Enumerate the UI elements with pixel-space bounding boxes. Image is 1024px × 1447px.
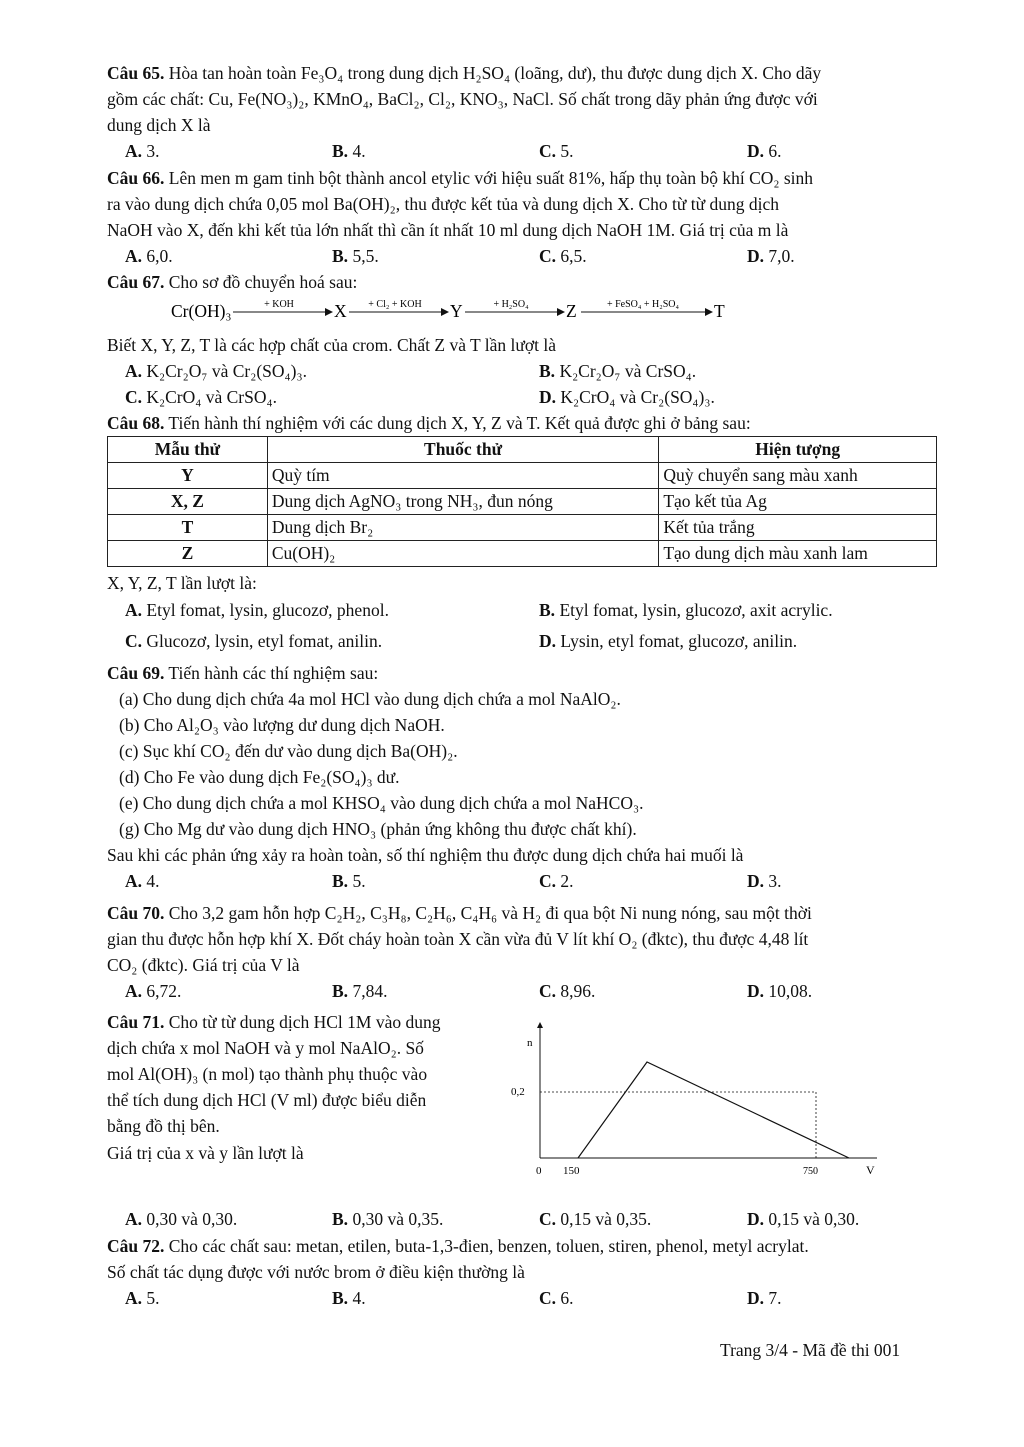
q66-line3: NaOH vào X, đến khi kết tủa lớn nhất thì cần ít nhất 10 ml dung dịch NaOH 1M. Giá trị của m là [107,220,789,240]
q65-line3: dung dịch X là [107,115,211,135]
q67-line2: Biết X, Y, Z, T là các hợp chất của crom. Chất Z và T lần lượt là [107,335,557,355]
graph-y-label: n [527,1037,533,1049]
table-cell: Quỳ chuyển sang màu xanh [659,463,937,489]
q69-item-g: (g) Cho Mg dư vào dung dịch HNO₃ (phản ứng không thu được chất khí). [119,819,637,839]
q65-option-b: B. 4. [332,141,366,161]
q72-line2: Số chất tác dụng được với nước brom ở điều kiện thường là [107,1262,525,1282]
q71-line3: mol Al(OH)₃ (n mol) tạo thành phụ thuộc vào [107,1064,428,1084]
scheme-start: Cr(OH)₃ [171,301,232,321]
q65-line2: gồm các chất: Cu, Fe(NO₃)₂, KMnO₄, BaCl₂, Cl₂, KNO₃, NaCl. Số chất trong dãy phản ứng được với [107,89,818,109]
q68-option-b: B. Etyl fomat, lysin, glucozơ, axit acrylic. [539,600,833,620]
q67-option-d: D. K₂CrO₄ và Cr₂(SO₄)₃. [539,387,715,407]
scheme-product-y: Y [450,301,463,321]
q68-line2: X, Y, Z, T lần lượt là: [107,573,257,593]
table-cell: Tạo dung dịch màu xanh lam [659,541,937,567]
table-header: Hiện tượng [659,437,937,463]
table-header: Thuốc thử [267,437,659,463]
q70-line1: Câu 70. Cho 3,2 gam hỗn hợp C₂H₂, C₃H₈, C₂H₆, C₄H₆ và H₂ đi qua bột Ni nung nóng, sau một thời [107,903,812,923]
scheme-product-t: T [714,301,725,321]
q71-line4: thể tích dung dịch HCl (V ml) được biểu diễn [107,1090,427,1110]
table-cell: Tạo kết tủa Ag [659,489,937,515]
scheme-reagent-1: + KOH [264,299,294,310]
q68-option-d: D. Lysin, etyl fomat, glucozơ, anilin. [539,631,798,651]
q69-item-c: (c) Sục khí CO₂ đến dư vào dung dịch Ba(OH)₂. [119,741,458,761]
q69-option-a: A. 4. [125,871,160,891]
q68-option-a: A. Etyl fomat, lysin, glucozơ, phenol. [125,600,389,620]
q70-option-b: B. 7,84. [332,981,388,1001]
q70-option-c: C. 8,96. [539,981,596,1001]
graph-x-label: V [866,1163,875,1177]
q71-line5: bằng đồ thị bên. [107,1116,220,1136]
q71-option-c: C. 0,15 và 0,35. [539,1209,652,1229]
table-row [108,489,937,515]
table-cell: Y [108,463,268,489]
scheme-reagent-4: + FeSO₄ + H₂SO₄ [606,299,680,310]
q66-option-b: B. 5,5. [332,246,379,266]
table-cell: Dung dịch Br₂ [267,515,659,541]
q68-result-table [107,436,937,567]
q69-item-a: (a) Cho dung dịch chứa 4a mol HCl vào dung dịch chứa a mol NaAlO₂. [119,689,621,709]
q71-line2: dịch chứa x mol NaOH và y mol NaAlO₂. Số [107,1038,424,1058]
graph-origin-label: 0 [536,1165,542,1177]
scheme-reagent-3: + H₂SO₄ [493,299,529,310]
q67-option-a: A. K₂Cr₂O₇ và Cr₂(SO₄)₃. [125,361,307,381]
q68-option-c: C. Glucozơ, lysin, etyl fomat, anilin. [125,631,383,651]
q66-line1: Câu 66. Lên men m gam tinh bột thành ancol etylic với hiệu suất 81%, hấp thụ toàn bộ khí CO₂ sinh [107,168,814,188]
table-row [108,515,937,541]
q65-line1: Câu 65. Hòa tan hoàn toàn Fe₃O₄ trong dung dịch H₂SO₄ (loãng, dư), thu được dung dịch X. Cho dãy [107,63,822,83]
table-row [108,541,937,567]
q69-item-e: (e) Cho dung dịch chứa a mol KHSO₄ vào dung dịch chứa a mol NaHCO₃. [119,793,644,813]
q72-option-a: A. 5. [125,1288,160,1308]
q68-line1: Câu 68. Tiến hành thí nghiệm với các dung dịch X, Y, Z và T. Kết quả được ghi ở bảng sau: [107,413,751,433]
scheme-product-x: X [334,301,347,321]
q65-option-c: C. 5. [539,141,574,161]
graph-tick-x1: 150 [563,1165,580,1177]
table-cell: Dung dịch AgNO₃ trong NH₃, đun nóng [267,489,659,515]
table-cell: Cu(OH)₂ [267,541,659,567]
graph-curve [578,1062,849,1158]
q69-line1: Câu 69. Tiến hành các thí nghiệm sau: [107,663,379,683]
q71-graph [507,1018,887,1186]
q66-option-a: A. 6,0. [125,246,173,266]
table-cell: Z [108,541,268,567]
q69-line2: Sau khi các phản ứng xảy ra hoàn toàn, số thí nghiệm thu được dung dịch chứa hai muối là [107,845,744,865]
q66-option-d: D. 7,0. [747,246,795,266]
q69-option-d: D. 3. [747,871,782,891]
table-cell: T [108,515,268,541]
q71-line6: Giá trị của x và y lần lượt là [107,1143,304,1163]
q70-option-d: D. 10,08. [747,981,813,1001]
graph-y-arrow [537,1022,543,1028]
table-row [108,463,937,489]
q70-option-a: A. 6,72. [125,981,182,1001]
q69-option-b: B. 5. [332,871,366,891]
q72-option-c: C. 6. [539,1288,574,1308]
page-footer: Trang 3/4 - Mã đề thi 001 [720,1340,901,1360]
table-header: Mẫu thử [108,437,268,463]
graph-tick-x2: 750 [803,1166,818,1177]
table-header-row [108,437,937,463]
q67-line1: Câu 67. Cho sơ đồ chuyển hoá sau: [107,272,358,292]
q72-option-d: D. 7. [747,1288,782,1308]
q72-option-b: B. 4. [332,1288,366,1308]
q67-option-b: B. K₂Cr₂O₇ và CrSO₄. [539,361,697,381]
q69-option-c: C. 2. [539,871,574,891]
table-cell: Quỳ tím [267,463,659,489]
table-cell: X, Z [108,489,268,515]
q69-item-d: (d) Cho Fe vào dung dịch Fe₂(SO₄)₃ dư. [119,767,400,787]
q66-option-c: C. 6,5. [539,246,587,266]
q71-line1: Câu 71. Cho từ từ dung dịch HCl 1M vào dung [107,1012,441,1032]
scheme-reagent-2: + Cl₂ + KOH [368,299,422,310]
q72-line1: Câu 72. Cho các chất sau: metan, etilen, buta-1,3-đien, benzen, toluen, stiren, phenol, metyl acrylat. [107,1236,809,1256]
q66-line2: ra vào dung dịch chứa 0,05 mol Ba(OH)₂, thu được kết tủa và dung dịch X. Cho từ từ dung dịch [107,194,779,214]
q70-line3: CO₂ (đktc). Giá trị của V là [107,955,300,975]
q67-reaction-scheme [171,298,771,324]
q65-label: Câu 65. [107,63,165,83]
q65-option-d: D. 6. [747,141,782,161]
scheme-product-z: Z [566,301,577,321]
graph-tick-y: 0,2 [511,1086,525,1098]
q70-line2: gian thu được hỗn hợp khí X. Đốt cháy hoàn toàn X cần vừa đủ V lít khí O₂ (đktc), thu được 4,48 lít [107,929,809,949]
q65-option-a: A. 3. [125,141,160,161]
q71-option-b: B. 0,30 và 0,35. [332,1209,444,1229]
q71-option-d: D. 0,15 và 0,30. [747,1209,860,1229]
q69-item-b: (b) Cho Al₂O₃ vào lượng dư dung dịch NaOH. [119,715,445,735]
q71-option-a: A. 0,30 và 0,30. [125,1209,238,1229]
q67-option-c: C. K₂CrO₄ và CrSO₄. [125,387,277,407]
table-cell: Kết tủa trắng [659,515,937,541]
